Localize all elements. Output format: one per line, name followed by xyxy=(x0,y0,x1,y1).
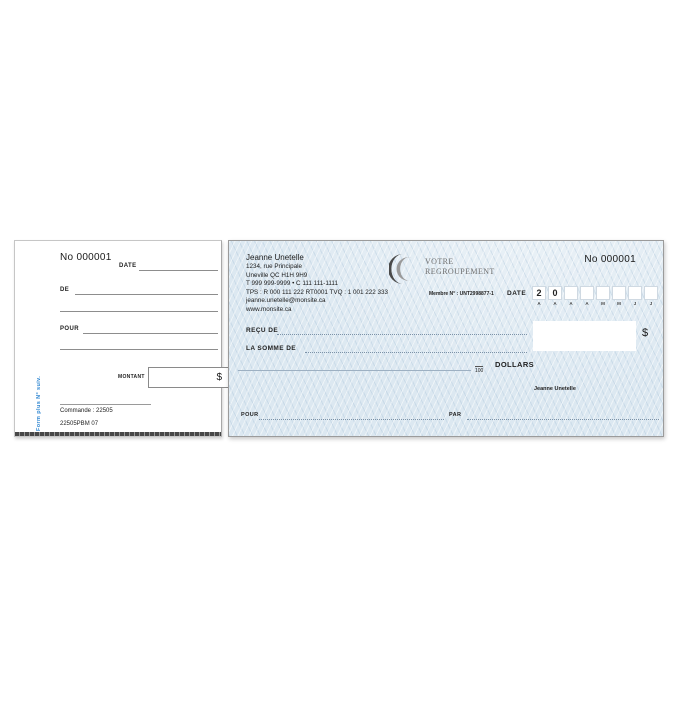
date-box-cell xyxy=(628,286,642,306)
date-box-cell xyxy=(612,286,626,306)
logo-line1: VOTRE xyxy=(425,257,454,266)
date-boxes xyxy=(532,286,658,306)
stub-date-label: DATE xyxy=(119,263,137,269)
date-box-cell xyxy=(644,286,658,306)
issuer-address-line1: 1234, rue Principale xyxy=(246,263,303,270)
receipt-amount-box xyxy=(533,321,636,351)
date-box-label: A xyxy=(569,301,573,306)
stub-form-code: 22505PBM 07 xyxy=(60,421,99,427)
logo-wordmark xyxy=(425,257,495,276)
receipt-form xyxy=(228,240,664,437)
date-box-label: A xyxy=(585,301,589,306)
date-box xyxy=(612,286,626,300)
recu-de-line xyxy=(277,334,527,335)
receipt-number: No 000001 xyxy=(584,254,636,265)
stub-vertical-note: Form plus N° suiv. xyxy=(36,375,42,431)
stub-date-line xyxy=(139,270,218,271)
date-box xyxy=(644,286,658,300)
stub-dollar-sign: $ xyxy=(216,372,222,383)
date-box: 2 xyxy=(532,286,546,300)
stub-number: No 000001 xyxy=(60,252,112,263)
receipt-stub xyxy=(14,240,222,437)
receipt-date-label: DATE xyxy=(507,290,527,297)
issuer-tax-line: TPS : R 000 111 222 RT0001 TVQ : 1 001 222 333 xyxy=(246,288,389,296)
date-box xyxy=(628,286,642,300)
recu-de-label: REÇU DE xyxy=(246,327,279,334)
date-box-cell xyxy=(532,286,546,306)
receipt-dollar-sign: $ xyxy=(642,327,649,339)
cents-line xyxy=(238,370,471,371)
date-box xyxy=(564,286,578,300)
stub-order-number: Commande : 22505 xyxy=(60,408,113,414)
stub-pour-label: POUR xyxy=(60,326,79,332)
date-box-cell xyxy=(596,286,610,306)
stub-montant-label: MONTANT xyxy=(118,374,145,380)
date-box-cell xyxy=(564,286,578,306)
issuer-name: Jeanne Unetelle xyxy=(246,253,304,262)
receipt-pour-label: POUR xyxy=(241,412,259,418)
binding-edge xyxy=(15,432,221,436)
signature-name: Jeanne Unetelle xyxy=(534,386,576,392)
date-box xyxy=(580,286,594,300)
dollars-label: DOLLARS xyxy=(495,360,535,369)
la-somme-de-line xyxy=(305,352,527,353)
cents-fraction: 100 xyxy=(475,368,484,374)
stub-amount-box xyxy=(148,367,231,388)
date-box-label: A xyxy=(553,301,557,306)
issuer-email: jeanne.unetelle@monsite.ca xyxy=(246,297,326,305)
receipt-par-line xyxy=(467,419,659,420)
stub-pour-line xyxy=(83,333,218,334)
receipt-par-label: PAR xyxy=(449,412,462,418)
issuer-phone-line: T 999 999-9999 • C 111 111-1111 xyxy=(246,280,338,288)
receipt-pour-line xyxy=(259,419,444,420)
member-number: Membre N° : UNT2998877-1 xyxy=(429,291,494,297)
crescents-logo-icon xyxy=(389,253,421,285)
logo-line2: REGROUPEMENT xyxy=(425,266,495,276)
date-box-label: M xyxy=(601,301,605,306)
stub-blank-line-2 xyxy=(60,349,218,350)
la-somme-de-label: LA SOMME DE xyxy=(246,345,297,352)
stub-order-rule xyxy=(60,404,151,405)
stub-de-line xyxy=(75,294,218,295)
stub-blank-line-1 xyxy=(60,311,218,312)
date-box-label: A xyxy=(537,301,541,306)
stub-de-label: DE xyxy=(60,287,70,293)
date-box xyxy=(596,286,610,300)
date-box-label: J xyxy=(633,301,637,306)
date-box-cell xyxy=(580,286,594,306)
date-box-label: J xyxy=(649,301,653,306)
date-box-cell xyxy=(548,286,562,306)
issuer-website: www.monsite.ca xyxy=(246,305,292,313)
issuer-address-line2: Uneville QC H1H 9H9 xyxy=(246,271,308,279)
issuer-address-block xyxy=(246,252,388,315)
date-box: 0 xyxy=(548,286,562,300)
date-box-label: M xyxy=(617,301,621,306)
